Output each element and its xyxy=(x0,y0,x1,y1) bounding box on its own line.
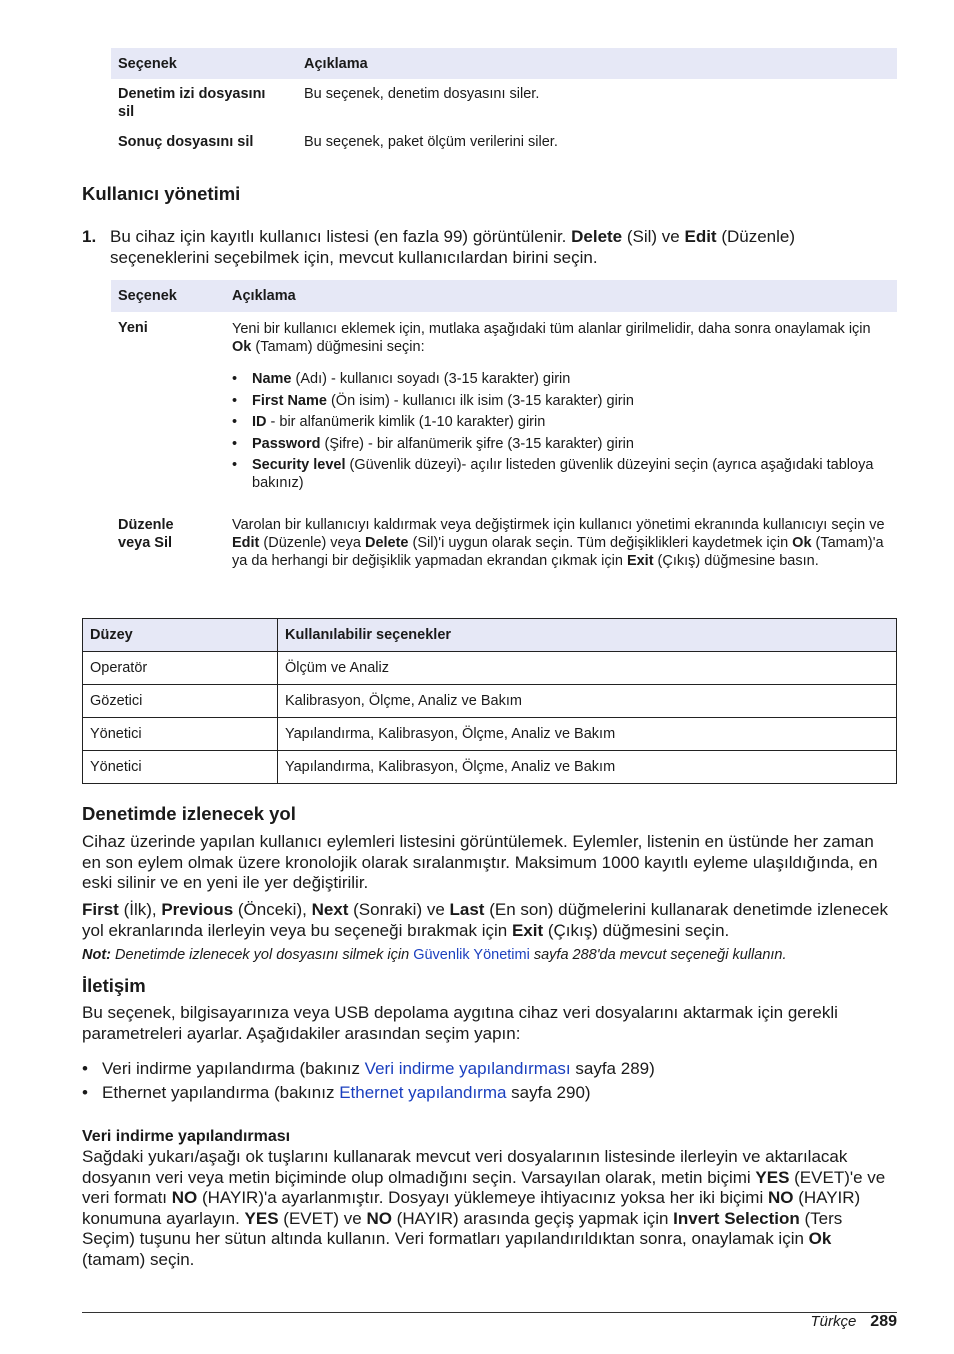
link-ethernet-config[interactable]: Ethernet yapılandırma xyxy=(339,1083,507,1102)
security-level-table xyxy=(82,618,897,784)
link-data-download-config[interactable]: Veri indirme yapılandırması xyxy=(364,1059,571,1078)
audit-buttons-paragraph: First (İlk), Previous (Önceki), Next (Sonraki) ve Last (En son) düğmelerini kullanarak denetimde izlenecek yol ekranlarında ilerleyin veya bu seçeneği bırakmak için Exit (Çıkış) düğmesini seçin. xyxy=(82,900,888,940)
subsection-title-data-download: Veri indirme yapılandırması xyxy=(82,1128,291,1145)
footer-language: Türkçe xyxy=(810,1313,857,1330)
options-table-audit xyxy=(111,48,897,156)
list-item: • Veri indirme yapılandırma (bakınız Veri indirme yapılandırması sayfa 289) xyxy=(102,1059,655,1083)
table-row xyxy=(111,516,897,570)
option-desc: Bu seçenek, denetim dosyasını siler. xyxy=(304,86,540,102)
link-security-management[interactable]: Güvenlik Yönetimi xyxy=(413,947,530,963)
new-user-text: Yeni bir kullanıcı eklemek için, mutlaka aşağıdaki tüm alanlar girilmelidir, daha sonra onaylamak için Ok (Tamam) düğmesini seçin: xyxy=(232,321,871,355)
list-item: • First Name (Ön isim) - kullanıcı ilk isim (3-15 karakter) girin xyxy=(252,392,890,410)
page-number: 289 xyxy=(870,1313,897,1330)
table-row: Operatör Ölçüm ve Analiz xyxy=(83,652,897,685)
table-row: Yönetici Yapılandırma, Kalibrasyon, Ölçme, Analiz ve Bakım xyxy=(83,751,897,784)
section-title-user-management: Kullanıcı yönetimi xyxy=(82,183,241,204)
step-number: 1. xyxy=(82,227,97,246)
option-key: Sonuç dosyasını sil xyxy=(118,134,254,150)
section-title-audit-trail: Denetimde izlenecek yol xyxy=(82,803,296,824)
list-item: • Password (Şifre) - bir alfanümerik şifre (3-15 karakter) girin xyxy=(252,435,890,453)
table-row: Gözetici Kalibrasyon, Ölçme, Analiz ve Bakım xyxy=(83,685,897,718)
option-desc: Varolan bir kullanıcıyı kaldırmak veya değiştirmek için kullanıcı yönetimi ekranında kullanıcıyı seçin ve Edit (Düzenle) veya Delete (Sil)'i uygun olarak seçin. Tüm değişiklikleri kaydetmek için Ok (Tamam)'a ya da herhangi bir değişiklik yapmadan ekrandan çıkmak için Exit (Çıkış) düğmesine basın. xyxy=(232,516,885,569)
header-description: Açıklama xyxy=(297,48,897,79)
header-description: Açıklama xyxy=(225,280,897,312)
table-header-row xyxy=(111,280,897,312)
page-footer xyxy=(810,1313,897,1331)
table-row xyxy=(111,128,897,156)
header-available-options: Kullanılabilir seçenekler xyxy=(278,619,897,652)
data-download-paragraph: Sağdaki yukarı/aşağı ok tuşlarını kullanarak mevcut veri dosyalarının listesinde ilerleyin ve aktarılacak dosyanın veri veya metin biçiminde olup olmadığını seçin. Varsayılan olarak, metin biçimi YES (EVET)'e ve veri formatı NO (HAYIR)'a ayarlanmıştır. Dosyayı yüklemeye ihtiyacınız yoksa her iki biçimi NO (HAYIR) konumuna ayarlayın. YES (EVET) ve NO (HAYIR) arasında geçiş yapmak için Invert Selection (Ters Seçim) tuşunu her sütun altında kullanın. Veri formatları yapılandırıldıktan sonra, onaylamak için Ok (tamam) seçin. xyxy=(82,1147,886,1269)
list-item: • Ethernet yapılandırma (bakınız Ethernet yapılandırma sayfa 290) xyxy=(102,1083,655,1107)
table-header-row xyxy=(83,619,897,652)
step-1 xyxy=(82,227,897,268)
header-option: Seçenek xyxy=(111,280,225,312)
header-option: Seçenek xyxy=(111,48,297,79)
audit-note: Not: Denetimde izlenecek yol dosyasını silmek için Güvenlik Yönetimi sayfa 288'da mevcut seçeneği kullanın. xyxy=(82,947,787,963)
list-item: • Security level (Güvenlik düzeyi)- açılır listeden güvenlik düzeyini seçin (ayrıca aşağıdaki tabloya bakınız) xyxy=(252,456,890,492)
table-row xyxy=(111,79,897,128)
option-desc: Bu seçenek, paket ölçüm verilerini siler. xyxy=(304,134,558,150)
footer-divider xyxy=(82,1312,897,1313)
table-row xyxy=(111,312,897,516)
list-item: • ID - bir alfanümerik kimlik (1-10 karakter) girin xyxy=(252,413,890,431)
table-row: Yönetici Yapılandırma, Kalibrasyon, Ölçme, Analiz ve Bakım xyxy=(83,718,897,751)
options-table-users xyxy=(111,280,897,570)
communication-paragraph: Bu seçenek, bilgisayarınıza veya USB depolama aygıtına cihaz veri dosyalarını aktarmak için gerekli parametreleri ayarlar. Aşağıdakiler arasından seçim yapın: xyxy=(82,1003,838,1043)
option-desc xyxy=(225,312,897,516)
section-title-communication: İletişim xyxy=(82,975,146,996)
option-key: Denetim izi dosyasını sil xyxy=(118,86,266,120)
option-key: Yeni xyxy=(118,320,148,336)
option-key: Düzenle veya Sil xyxy=(118,516,174,551)
audit-paragraph: Cihaz üzerinde yapılan kullanıcı eylemleri listesini görüntülemek. Eylemler, listenin en üstünde her zaman en son eylem olmak üzere kronolojik olarak sıralanmıştır. Maksimum 1000 kayıtlı eyleme ulaşıldığında, en eski silinir ve en yeni ile yer değiştirilir. xyxy=(82,832,878,892)
list-item: • Name (Adı) - kullanıcı soyadı (3-15 karakter) girin xyxy=(252,370,890,388)
communication-list xyxy=(82,1059,655,1107)
header-level: Düzey xyxy=(83,619,278,652)
table-header-row xyxy=(111,48,897,79)
user-fields-list xyxy=(232,370,890,492)
step-text: Bu cihaz için kayıtlı kullanıcı listesi (en fazla 99) görüntülenir. Delete (Sil) ve Edit (Düzenle) seçeneklerini seçebilmek için, mevcut kullanıcılardan birini seçin. xyxy=(110,227,796,267)
